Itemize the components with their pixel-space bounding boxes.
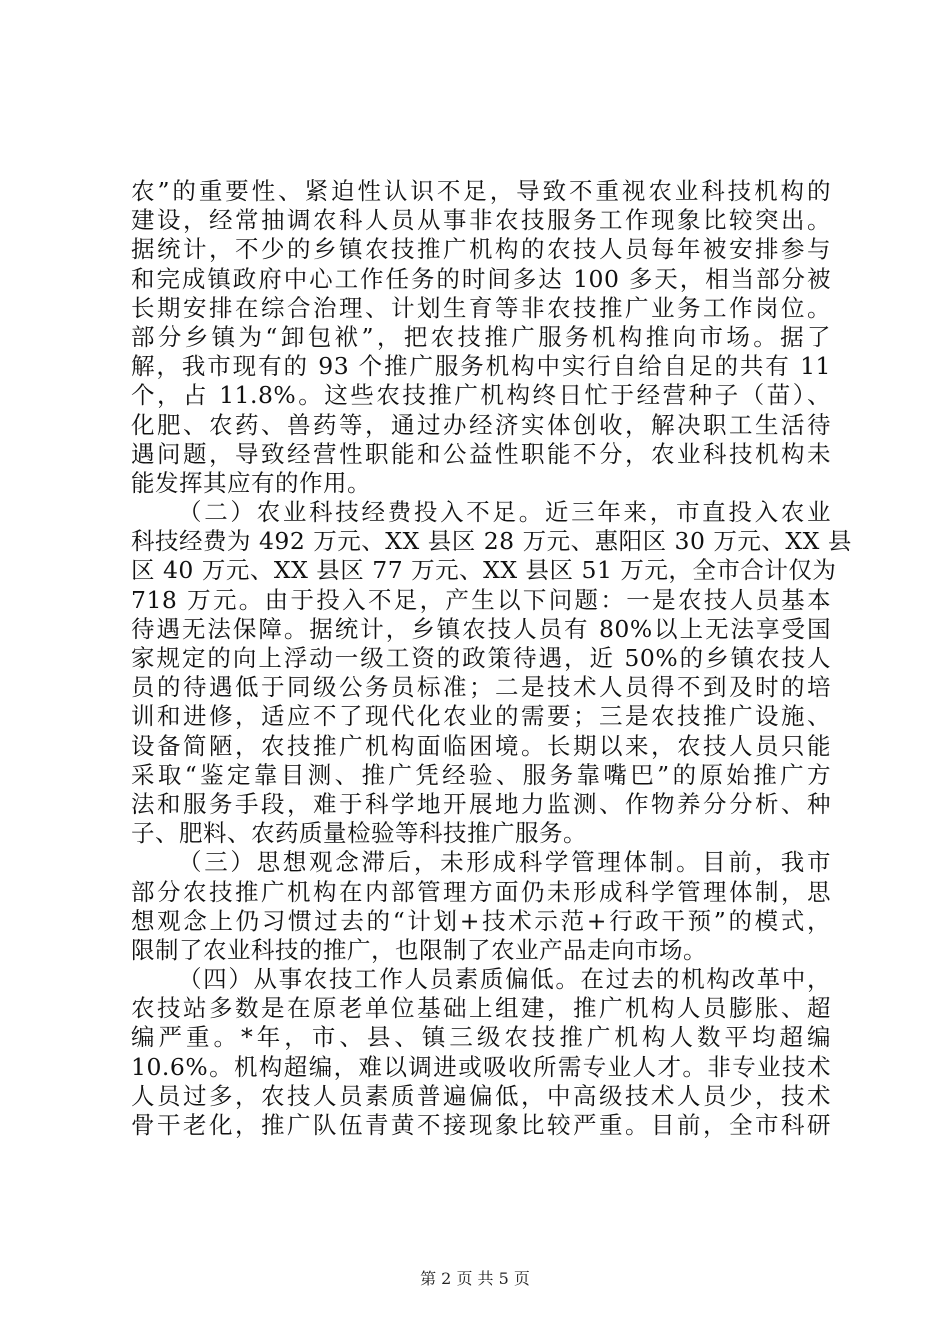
text-line: 法和服务手段，难于科学地开展地力监测、作物养分分析、种 — [131, 789, 831, 818]
text-line: 能发挥其应有的作用。 — [131, 468, 371, 497]
text-line: 训和进修，适应不了现代化农业的需要；三是农技推广设施、 — [131, 702, 831, 731]
text-line: 农技站多数是在原老单位基础上组建，推广机构人员膨胀、超 — [131, 994, 831, 1023]
document-body — [131, 177, 852, 1140]
text-line: 和完成镇政府中心工作任务的时间多达 100 多天，相当部分被 — [131, 264, 831, 293]
text-line: （四）从事农技工作人员素质偏低。在过去的机构改革中， — [178, 965, 831, 994]
text-line: 员的待遇低于同级公务员标准；二是技术人员得不到及时的培 — [131, 673, 831, 702]
text-line: 设备简陋，农技推广机构面临困境。长期以来，农技人员只能 — [131, 731, 831, 760]
text-line: 子、肥料、农药质量检验等科技推广服务。 — [131, 819, 587, 848]
text-line: 遇问题，导致经营性职能和公益性职能不分，农业科技机构未 — [131, 439, 831, 468]
text-line: 部分乡镇为“卸包袱”，把农技推广服务机构推向市场。据了 — [131, 322, 831, 351]
text-line: 想观念上仍习惯过去的“计划+技术示范+行政干预”的模式， — [131, 906, 831, 935]
text-line: 编严重。*年，市、县、镇三级农技推广机构人数平均超编 — [131, 1023, 831, 1052]
text-line: 718 万元。由于投入不足，产生以下问题：一是农技人员基本 — [131, 585, 831, 614]
text-line: 个，占 11.8%。这些农技推广机构终日忙于经营种子（苗）、 — [131, 381, 831, 410]
text-line: 化肥、农药、兽药等，通过办经济实体创收，解决职工生活待 — [131, 410, 831, 439]
text-line: 待遇无法保障。据统计，乡镇农技人员有 80%以上无法享受国 — [131, 614, 831, 643]
text-line: 据统计，不少的乡镇农技推广机构的农技人员每年被安排参与 — [131, 235, 831, 264]
text-line: （三）思想观念滞后，未形成科学管理体制。目前，我市 — [178, 848, 831, 877]
text-line: 科技经费为 492 万元、XX 县区 28 万元、惠阳区 30 万元、XX 县 — [131, 527, 852, 556]
text-line: （二）农业科技经费投入不足。近三年来，市直投入农业 — [178, 498, 831, 527]
text-line: 限制了农业科技的推广，也限制了农业产品走向市场。 — [131, 935, 707, 964]
text-line: 农”的重要性、紧迫性认识不足，导致不重视农业科技机构的 — [131, 177, 831, 205]
text-line: 建设，经常抽调农科人员从事非农技服务工作现象比较突出。 — [131, 206, 831, 235]
text-line: 部分农技推广机构在内部管理方面仍未形成科学管理体制，思 — [131, 877, 831, 906]
text-line: 骨干老化，推广队伍青黄不接现象比较严重。目前，全市科研 — [131, 1111, 831, 1139]
text-line: 区 40 万元、XX 县区 77 万元、XX 县区 51 万元，全市合计仅为 — [131, 556, 837, 585]
text-line: 采取“鉴定靠目测、推广凭经验、服务靠嘴巴”的原始推广方 — [131, 760, 831, 789]
text-line: 家规定的向上浮动一级工资的政策待遇，近 50%的乡镇农技人 — [131, 644, 831, 672]
text-line: 10.6%。机构超编，难以调进或吸收所需专业人才。非专业技术 — [131, 1052, 831, 1081]
text-line: 人员过多，农技人员素质普遍偏低，中高级技术人员少，技术 — [131, 1081, 831, 1110]
page-footer: 第 2 页 共 5 页 — [420, 1269, 530, 1288]
text-line: 长期安排在综合治理、计划生育等非农技推广业务工作岗位。 — [131, 293, 831, 322]
text-line: 解，我市现有的 93 个推广服务机构中实行自给自足的共有 11 — [131, 352, 831, 381]
